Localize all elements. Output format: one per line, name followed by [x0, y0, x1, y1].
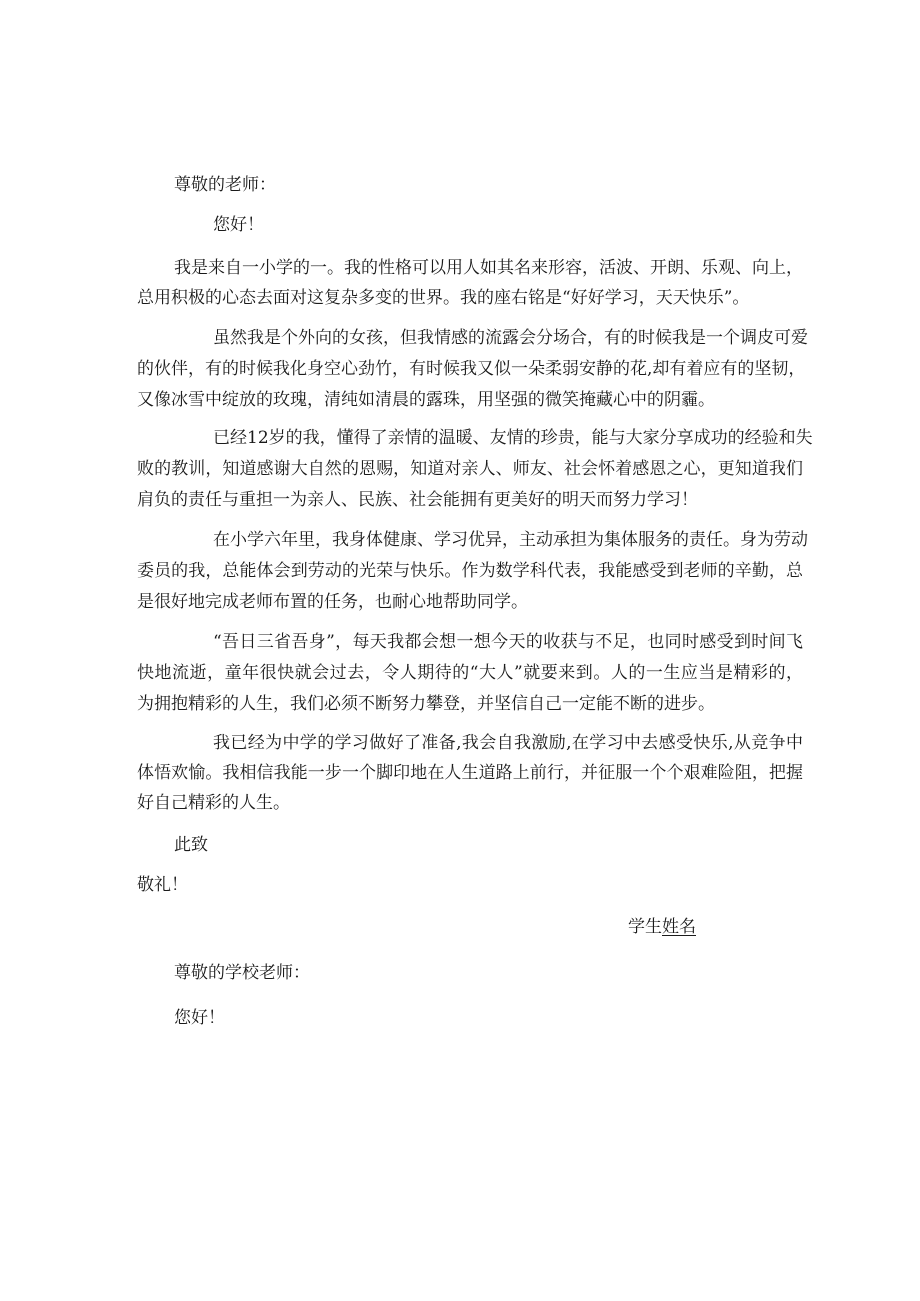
text-line: 我已经为中学的学习做好了准备,我会自我激励,在学习中去感受快乐,从竞争中: [213, 733, 803, 753]
text-line: 委员的我，总能体会到劳动的光荣与快乐。作为数学科代表，我能感受到老师的辛勤，总: [137, 561, 803, 581]
salutation: 尊敬的学校老师：: [174, 963, 310, 983]
text-line: 我是来自一小学的一。我的性格可以用人如其名来形容，活波、开朗、乐观、向上，: [174, 258, 803, 278]
text-line: 败的教训，知道感谢大自然的恩赐，知道对亲人、师友、社会怀着感恩之心，更知道我们: [137, 459, 803, 479]
text-line: 在小学六年里，我身体健康、学习优异，主动承担为集体服务的责任。身为劳动: [213, 530, 808, 550]
text-line: 是很好地完成老师布置的任务，也耐心地帮助同学。: [137, 592, 528, 612]
closing-ci-zhi: 此致: [174, 835, 208, 855]
closing-jing-li: 敬礼！: [137, 875, 188, 895]
text-line: 快地流逝，童年很快就会过去，令人期待的“大人”就要来到。人的一生应当是精彩的，: [137, 663, 803, 683]
text-line: 肩负的责任与重担一为亲人、民族、社会能拥有更美好的明天而努力学习！: [137, 490, 698, 510]
text-line: 为拥抱精彩的人生，我们必须不断努力攀登，并坚信自己一定能不断的进步。: [137, 694, 715, 714]
text-line: 又像冰雪中绽放的玫瑰，清纯如清晨的露珠，用坚强的微笑掩藏心中的阴霾。: [137, 390, 715, 410]
salutation: 尊敬的老师：: [174, 175, 276, 195]
greeting: 您好！: [174, 1008, 225, 1028]
signature-prefix: 学生: [628, 917, 662, 937]
signature: [628, 917, 696, 937]
text-line: 总用积极的心态去面对这复杂多变的世界。我的座右铭是“好好学习，天天快乐”。: [137, 288, 750, 308]
greeting: 您好！: [213, 215, 264, 235]
text-line: 体悟欢愉。我相信我能一步一个脚印地在人生道路上前行，并征服一个个艰难险阻，把握: [137, 763, 803, 783]
text-line: 的伙伴，有的时候我化身空心劲竹，有时候我又似一朵柔弱安静的花,却有着应有的坚韧，: [137, 359, 806, 379]
signature-name: 姓名: [662, 917, 696, 937]
text-line: 好自己精彩的人生。: [137, 793, 290, 813]
text-line: 已经12岁的我，懂得了亲情的温暖、友情的珍贵，能与大家分享成功的经验和失: [213, 428, 813, 448]
text-line: 虽然我是个外向的女孩，但我情感的流露会分场合，有的时候我是一个调皮可爱: [213, 328, 808, 348]
text-line: “吾日三省吾身”，每天我都会想一想今天的收获与不足，也同时感受到时间飞: [213, 632, 803, 652]
